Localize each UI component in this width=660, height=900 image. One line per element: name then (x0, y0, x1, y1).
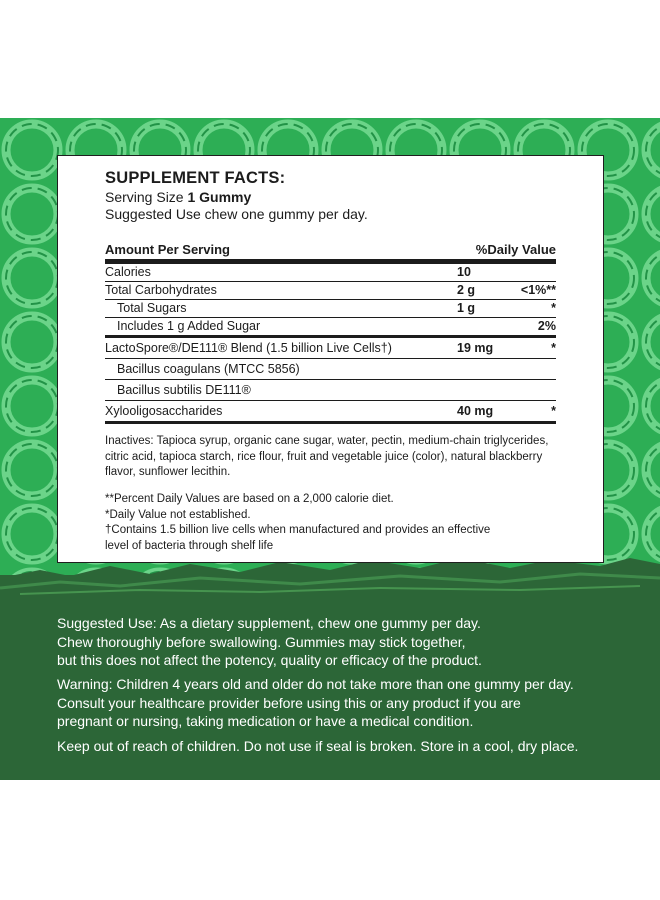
top-margin (0, 0, 660, 118)
serving-size: Serving Size 1 Gummy (105, 189, 252, 205)
table-row: Xylooligosaccharides 40 mg * (105, 401, 556, 424)
footnote: **Percent Daily Values are based on a 2,000 calorie diet. (105, 493, 394, 505)
footnote: level of bacteria through shelf life (105, 539, 274, 552)
supplement-facts-panel (57, 155, 604, 563)
table-row: Bacillus coagulans (MTCC 5856) (105, 359, 556, 380)
header-amount-per-serving: Amount Per Serving (105, 242, 230, 257)
suggested-use-paragraph: Suggested Use: As a dietary supplement, chew one gummy per day. Chew thoroughly before swallowing. Gummies may stick together, but this does not affect the potency, quality or efficacy of the product. (57, 615, 482, 668)
table-row: Total Sugars 1 g * (105, 300, 556, 318)
inactive-ingredients: Inactives: Tapioca syrup, organic cane sugar, water, pectin, medium-chain triglycerides, citric acid, tapioca starch, rice flour, fruit and vegetable juice (color), natural blackberry flavor, sunflower lecithin. (105, 435, 549, 478)
table-row: Total Carbohydrates 2 g <1%** (105, 282, 556, 300)
suggested-use-label: Suggested Use: (57, 615, 157, 631)
facts-title: SUPPLEMENT FACTS: (105, 169, 286, 187)
table-row: Bacillus subtilis DE111® (105, 380, 556, 401)
warning-label: Warning: (57, 676, 113, 692)
header-daily-value: %Daily Value (475, 242, 556, 257)
table-row: Calories 10 (105, 264, 556, 282)
suggested-use-line: Suggested Use chew one gummy per day. (105, 206, 368, 222)
footnote: *Daily Value not established. (105, 508, 251, 521)
table-row: LactoSpore®/DE111® Blend (1.5 billion Live Cells†) 19 mg * (105, 338, 556, 359)
footnote: †Contains 1.5 billion live cells when manufactured and provides an effective (105, 524, 491, 536)
table-header (105, 242, 556, 264)
nutrition-table (105, 242, 556, 424)
footnotes (105, 492, 565, 554)
table-row: Includes 1 g Added Sugar 2% (105, 318, 556, 338)
bottom-margin (0, 780, 660, 900)
warning-paragraph: Warning: Children 4 years old and older do not take more than one gummy per day. Consult your healthcare provider before using this or any product if you are pregnant or nursing, taking medication or have a medical condition. (57, 676, 574, 729)
storage-paragraph: Keep out of reach of children. Do not use if seal is broken. Store in a cool, dry place. (57, 738, 579, 754)
